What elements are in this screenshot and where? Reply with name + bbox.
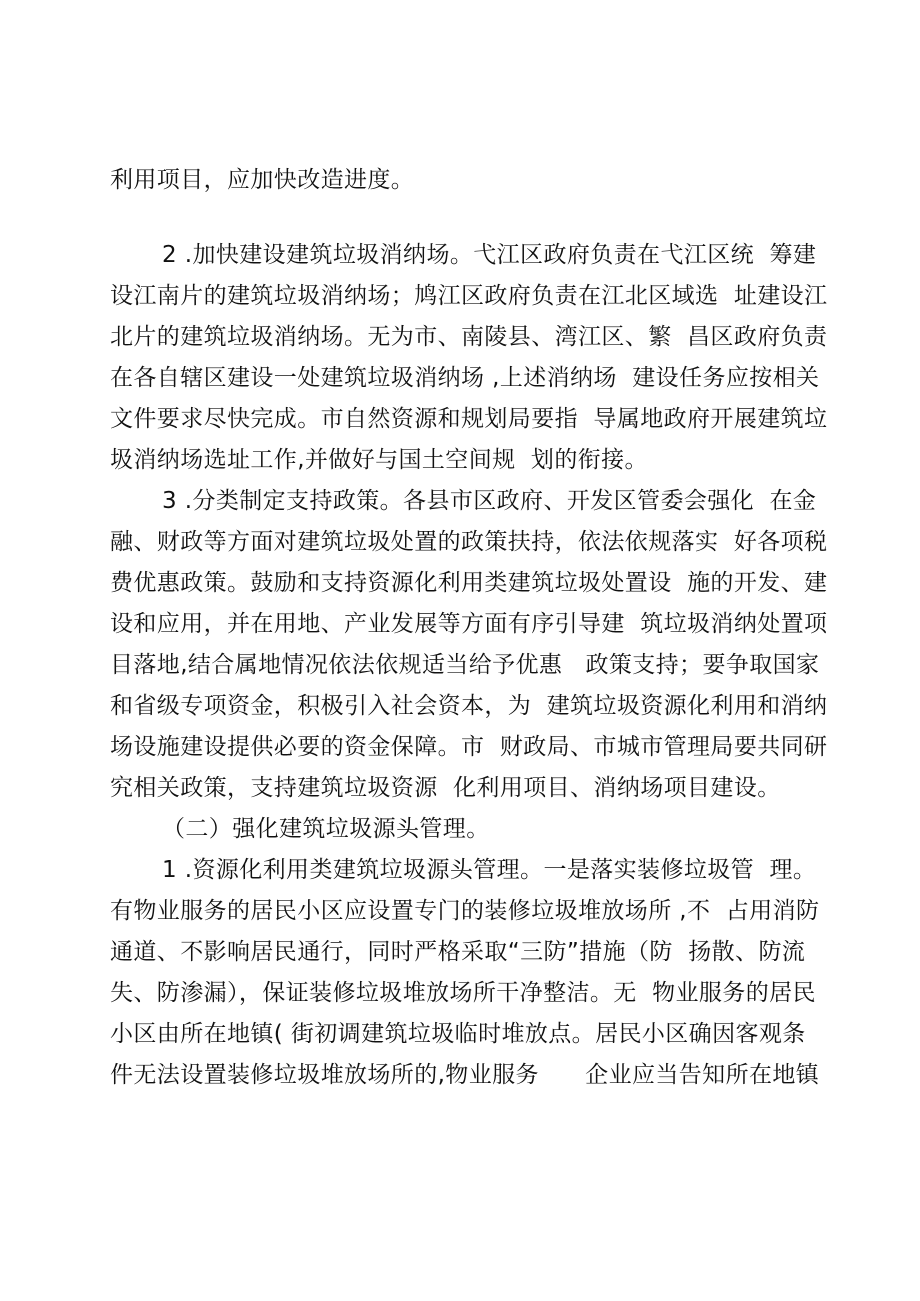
text-line: 失、防渗漏），保证装修垃圾堆放场所干净整洁。无 物业服务的居民 bbox=[110, 980, 816, 1006]
text-line: 1 .资源化利用类建筑垃圾源头管理。一是落实装修垃圾管 理。 bbox=[162, 857, 817, 883]
text-line: 和省级专项资金，积极引入社会资本，为 建筑垃圾资源化利用和消纳 bbox=[110, 693, 828, 719]
text-line: 小区由所在地镇( 街初调建筑垃圾临时堆放点。居民小区确因客观条 bbox=[110, 1021, 806, 1047]
text-line: 究相关政策，支持建筑垃圾资源 化利用项目、消纳场项目建设。 bbox=[110, 775, 781, 801]
text-line: 圾消纳场选址工作,并做好与国土空间规 划的衔接。 bbox=[110, 447, 648, 473]
text-line: 北片的建筑垃圾消纳场。无为市、南陵县、湾江区、繁 昌区政府负责 bbox=[110, 324, 828, 350]
text-line: 文件要求尽快完成。市自然资源和规划局要指 导属地政府开展建筑垃 bbox=[110, 406, 828, 432]
text-line: 通道、不影响居民通行，同时严格采取“三防”措施（防 扬散、防流 bbox=[110, 939, 806, 965]
text-line: 目落地,结合属地情况依法依规适当给予优惠 政策支持；要争取国家 bbox=[110, 652, 820, 678]
text-line: 设和应用，并在用地、产业发展等方面有序引导建 筑垃圾消纳处置项 bbox=[110, 611, 828, 637]
text-line: 利用项目，应加快改造进度。 bbox=[110, 167, 415, 193]
text-line: 场设施建设提供必要的资金保障。市 财政局、市城市管理局要共同研 bbox=[110, 734, 828, 760]
text-line: 件无法设置装修垃圾堆放场所的,物业服务 企业应当告知所在地镇 bbox=[110, 1062, 820, 1088]
text-line: 3 .分类制定支持政策。各县市区政府、开发区管委会强化 在金 bbox=[162, 488, 817, 514]
text-line: 设江南片的建筑垃圾消纳场；鸠江区政府负责在江北区域选 址建设江 bbox=[110, 283, 828, 309]
text-line: 在各自辖区建设一处建筑垃圾消纳场 ,上述消纳场 建设任务应按相关 bbox=[110, 365, 820, 391]
section-heading: （二）强化建筑垃圾源头管理。 bbox=[162, 816, 490, 842]
text-line: 费优惠政策。鼓励和支持资源化利用类建筑垃圾处置设 施的开发、建 bbox=[110, 570, 828, 596]
text-line: 有物业服务的居民小区应设置专门的装修垃圾堆放场所 ,不 占用消防 bbox=[110, 898, 820, 924]
text-line: 融、财政等方面对建筑垃圾处置的政策扶持，依法依规落实 好各项税 bbox=[110, 529, 828, 555]
text-line: 2 .加快建设建筑垃圾消纳场。弋江区政府负责在弋江区统 筹建 bbox=[162, 242, 817, 268]
